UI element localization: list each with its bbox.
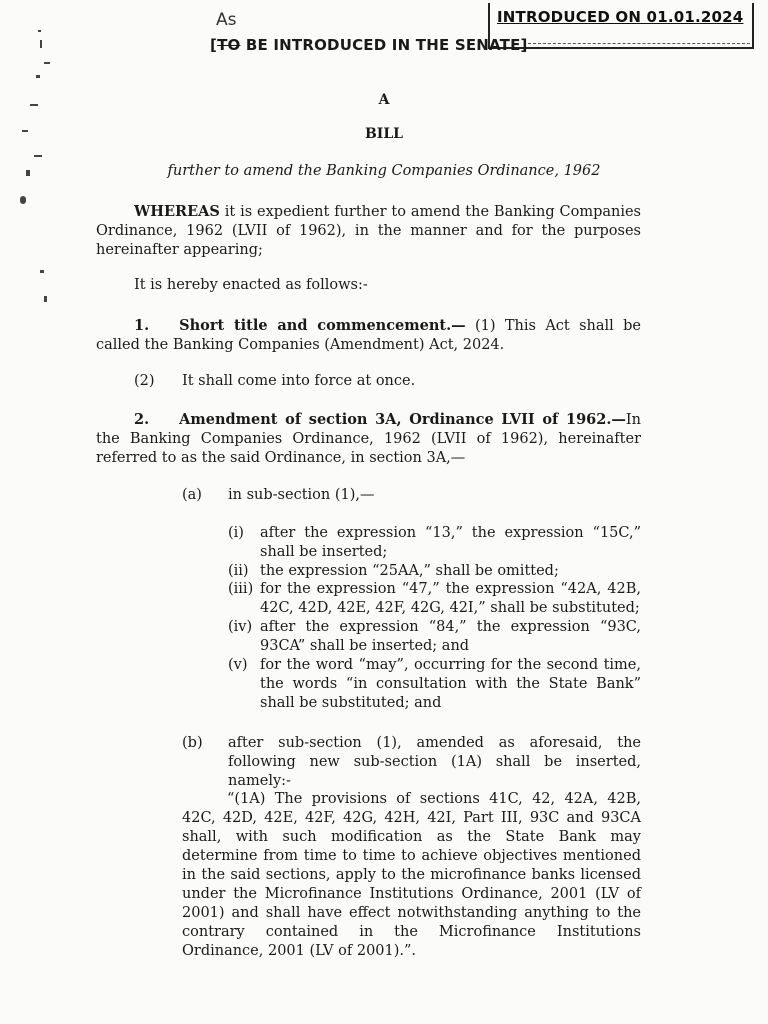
scan-speck bbox=[44, 296, 47, 302]
item-marker: (ii) bbox=[228, 563, 249, 579]
clause-a-marker: (a) bbox=[182, 487, 202, 503]
handwritten-as: As bbox=[216, 10, 237, 30]
item-text: after the expression “13,” the expression “15C,” shall be inserted; bbox=[260, 525, 641, 560]
struck-word: TO bbox=[217, 36, 241, 54]
section-1-sub2-text: It shall come into force at once. bbox=[182, 373, 416, 389]
article-a: A bbox=[378, 92, 390, 108]
introduced-stamp: INTRODUCED ON 01.01.2024 bbox=[497, 8, 744, 26]
bill-subtitle: further to amend the Banking Companies Ordinance, 1962 bbox=[167, 163, 601, 179]
item-marker: (iv) bbox=[228, 619, 253, 635]
section-1-sub2-marker: (2) bbox=[134, 373, 155, 389]
scan-speck bbox=[40, 40, 42, 48]
item-text: the expression “25AA,” shall be omitted; bbox=[260, 563, 559, 579]
scan-speck bbox=[34, 155, 42, 157]
scan-speck bbox=[40, 270, 44, 273]
preamble-paragraph: WHEREAS it is expedient further to amend the Banking Companies Ordinance, 1962 (LVII of 1962), in the manner and for the purposes hereinafter appearing; bbox=[96, 203, 641, 258]
scan-speck bbox=[20, 196, 26, 204]
scan-speck bbox=[36, 75, 40, 78]
new-subsection-quote: “(1A) The provisions of sections 41C, 42, 42A, 42B, 42C, 42D, 42E, 42F, 42G, 42H, 42I, Part III, 93C and 93CA shall, with such modification as the State Bank may determine from time to time to achieve objectives mentioned in the said sections, apply to the microfinance banks licensed under the Microfinance Institutions Ordinance, 2001 (LV of 2001) and shall have effect notwithstanding anything to the contrary contained in the Microfinance Institutions Ordinance, 2001 (LV of 2001).”. bbox=[182, 791, 641, 959]
clause-b-text: after sub-section (1), amended as aforesaid, the following new sub-section (1A) shall be inserted, namely:- bbox=[228, 735, 641, 789]
item-marker: (v) bbox=[228, 657, 248, 673]
senate-heading: [TO BE INTRODUCED IN THE SENATE] bbox=[210, 36, 528, 54]
heading-rule bbox=[528, 43, 750, 44]
section-2-paragraph: 2. Amendment of section 3A, Ordinance LVII of 1962.—In the Banking Companies Ordinance, 1962 (LVII of 1962), hereinafter referred to as the said Ordinance, in section 3A,— bbox=[96, 411, 641, 466]
item-marker: (i) bbox=[228, 525, 244, 541]
item-text: for the word “may”, occurring for the second time, the words “in consultation with the State Bank” shall be substituted; and bbox=[260, 657, 641, 711]
section-1-paragraph: 1. Short title and commencement.— (1) This Act shall be called the Banking Companies (Amendment) Act, 2024. bbox=[96, 317, 642, 353]
clause-a-text: in sub-section (1),— bbox=[228, 487, 375, 503]
enacting-clause: It is hereby enacted as follows:- bbox=[134, 277, 368, 293]
item-text: after the expression “84,” the expression “93C, 93CA” shall be inserted; and bbox=[260, 619, 641, 654]
scan-speck bbox=[38, 30, 41, 32]
bill-title: BILL bbox=[364, 126, 404, 142]
clause-b-marker: (b) bbox=[182, 735, 203, 751]
scan-speck bbox=[44, 62, 50, 64]
item-marker: (iii) bbox=[228, 581, 254, 597]
item-text: for the expression “47,” the expression “42A, 42B, 42C, 42D, 42E, 42F, 42G, 42I,” shall be substituted; bbox=[260, 581, 641, 616]
